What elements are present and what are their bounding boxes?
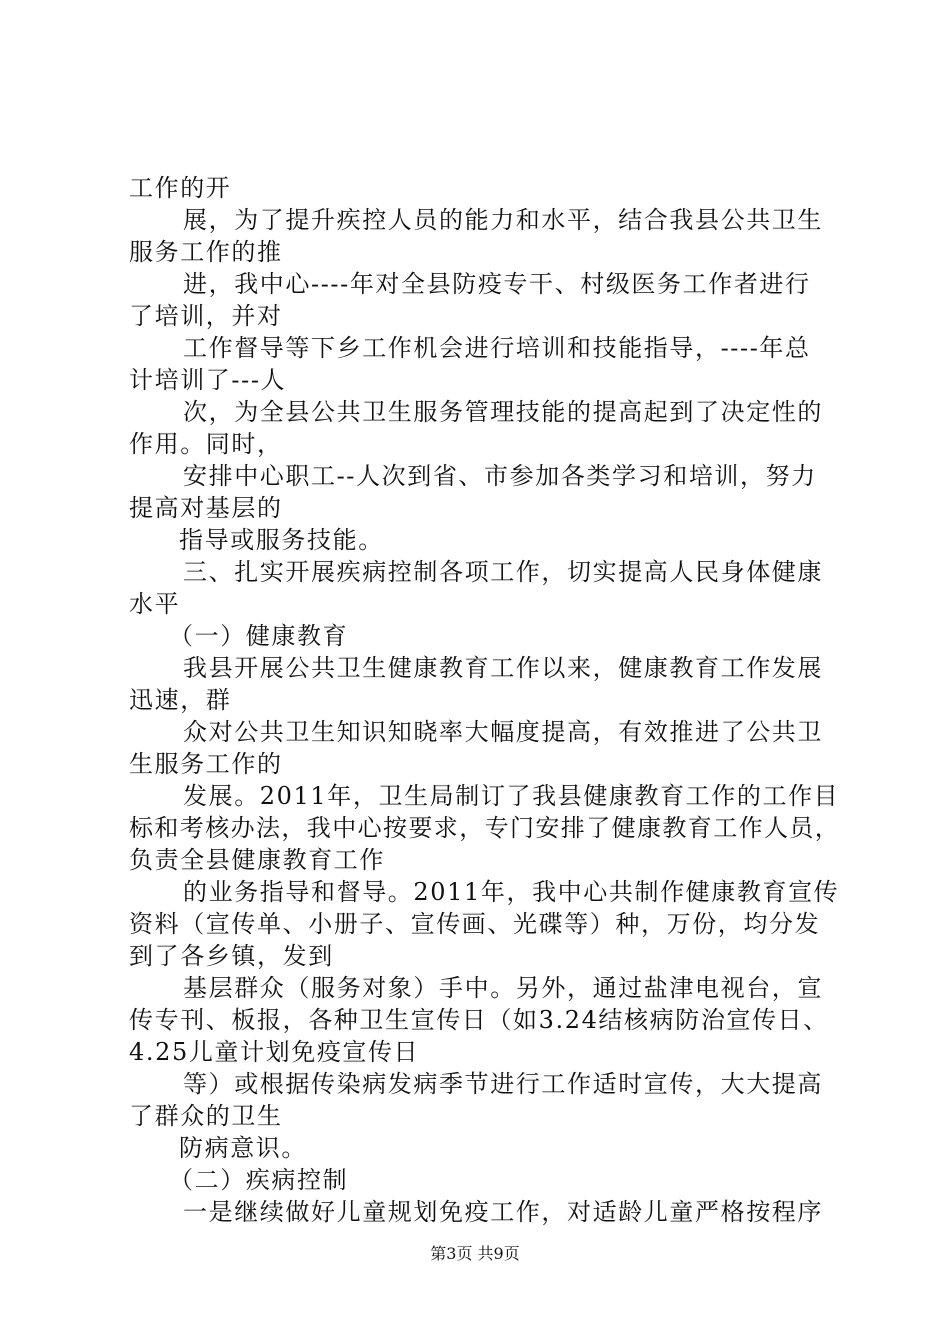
- text-line: 众对公共卫生知识知晓率大幅度提高，有效推进了公共卫: [183, 718, 823, 746]
- subsection-heading: （二）疾病控制: [169, 1166, 349, 1194]
- text-line: 标和考核办法，我中心按要求，专门安排了健康教育工作人员，: [129, 814, 841, 842]
- text-line: 次，为全县公共卫生服务管理技能的提高起到了决定性的: [183, 398, 823, 426]
- text-line: 工作督导等下乡工作机会进行培训和技能指导，----年总: [183, 334, 811, 362]
- text-line: 防病意识。: [179, 1134, 307, 1162]
- text-line: 了培训，并对: [129, 302, 283, 330]
- text-line: 服务工作的推: [129, 238, 283, 266]
- text-line: 指导或服务技能。: [179, 526, 384, 554]
- text-line: 负责全县健康教育工作: [129, 846, 385, 874]
- text-line: 提高对基层的: [129, 494, 283, 522]
- text-line: 了群众的卫生: [129, 1102, 283, 1130]
- text-line: 工作的开: [129, 174, 232, 202]
- page-footer: 第3页 共9页: [430, 1244, 520, 1263]
- subsection-heading: （一）健康教育: [169, 622, 349, 650]
- section-heading: 三、扎实开展疾病控制各项工作，切实提高人民身体健康: [183, 558, 823, 586]
- text-line: 传专刊、板报，各种卫生宣传日（如3.24结核病防治宣传日、: [129, 1006, 829, 1034]
- text-line: 基层群众（服务对象）手中。另外，通过盐津电视台，宣: [183, 974, 823, 1002]
- text-line: 等）或根据传染病发病季节进行工作适时宣传，大大提高: [183, 1070, 823, 1098]
- body-text: [129, 172, 841, 1228]
- text-line: 水平: [129, 590, 181, 618]
- text-line: 迅速，群: [129, 686, 232, 714]
- text-line: 展，为了提升疾控人员的能力和水平，结合我县公共卫生: [183, 206, 823, 234]
- text-line: 我县开展公共卫生健康教育工作以来，健康教育工作发展: [183, 654, 823, 682]
- text-line: 到了各乡镇，发到: [129, 942, 334, 970]
- text-line: 资料（宣传单、小册子、宣传画、光碟等）种，万份，均分发: [129, 910, 821, 938]
- text-line: 的业务指导和督导。2011年，我中心共制作健康教育宣传: [183, 878, 840, 906]
- text-line: 安排中心职工--人次到省、市参加各类学习和培训，努力: [183, 462, 817, 490]
- text-line: 发展。2011年，卫生局制订了我县健康教育工作的工作目: [183, 782, 840, 810]
- text-line: 4.25儿童计划免疫宣传日: [129, 1038, 420, 1066]
- text-line: 生服务工作的: [129, 750, 283, 778]
- text-line: 进，我中心----年对全县防疫专干、村级医务工作者进行: [183, 270, 811, 298]
- text-line: 计培训了---人: [129, 366, 287, 394]
- text-line: 一是继续做好儿童规划免疫工作，对适龄儿童严格按程序: [183, 1198, 823, 1226]
- text-line: 作用。同时，: [129, 430, 283, 458]
